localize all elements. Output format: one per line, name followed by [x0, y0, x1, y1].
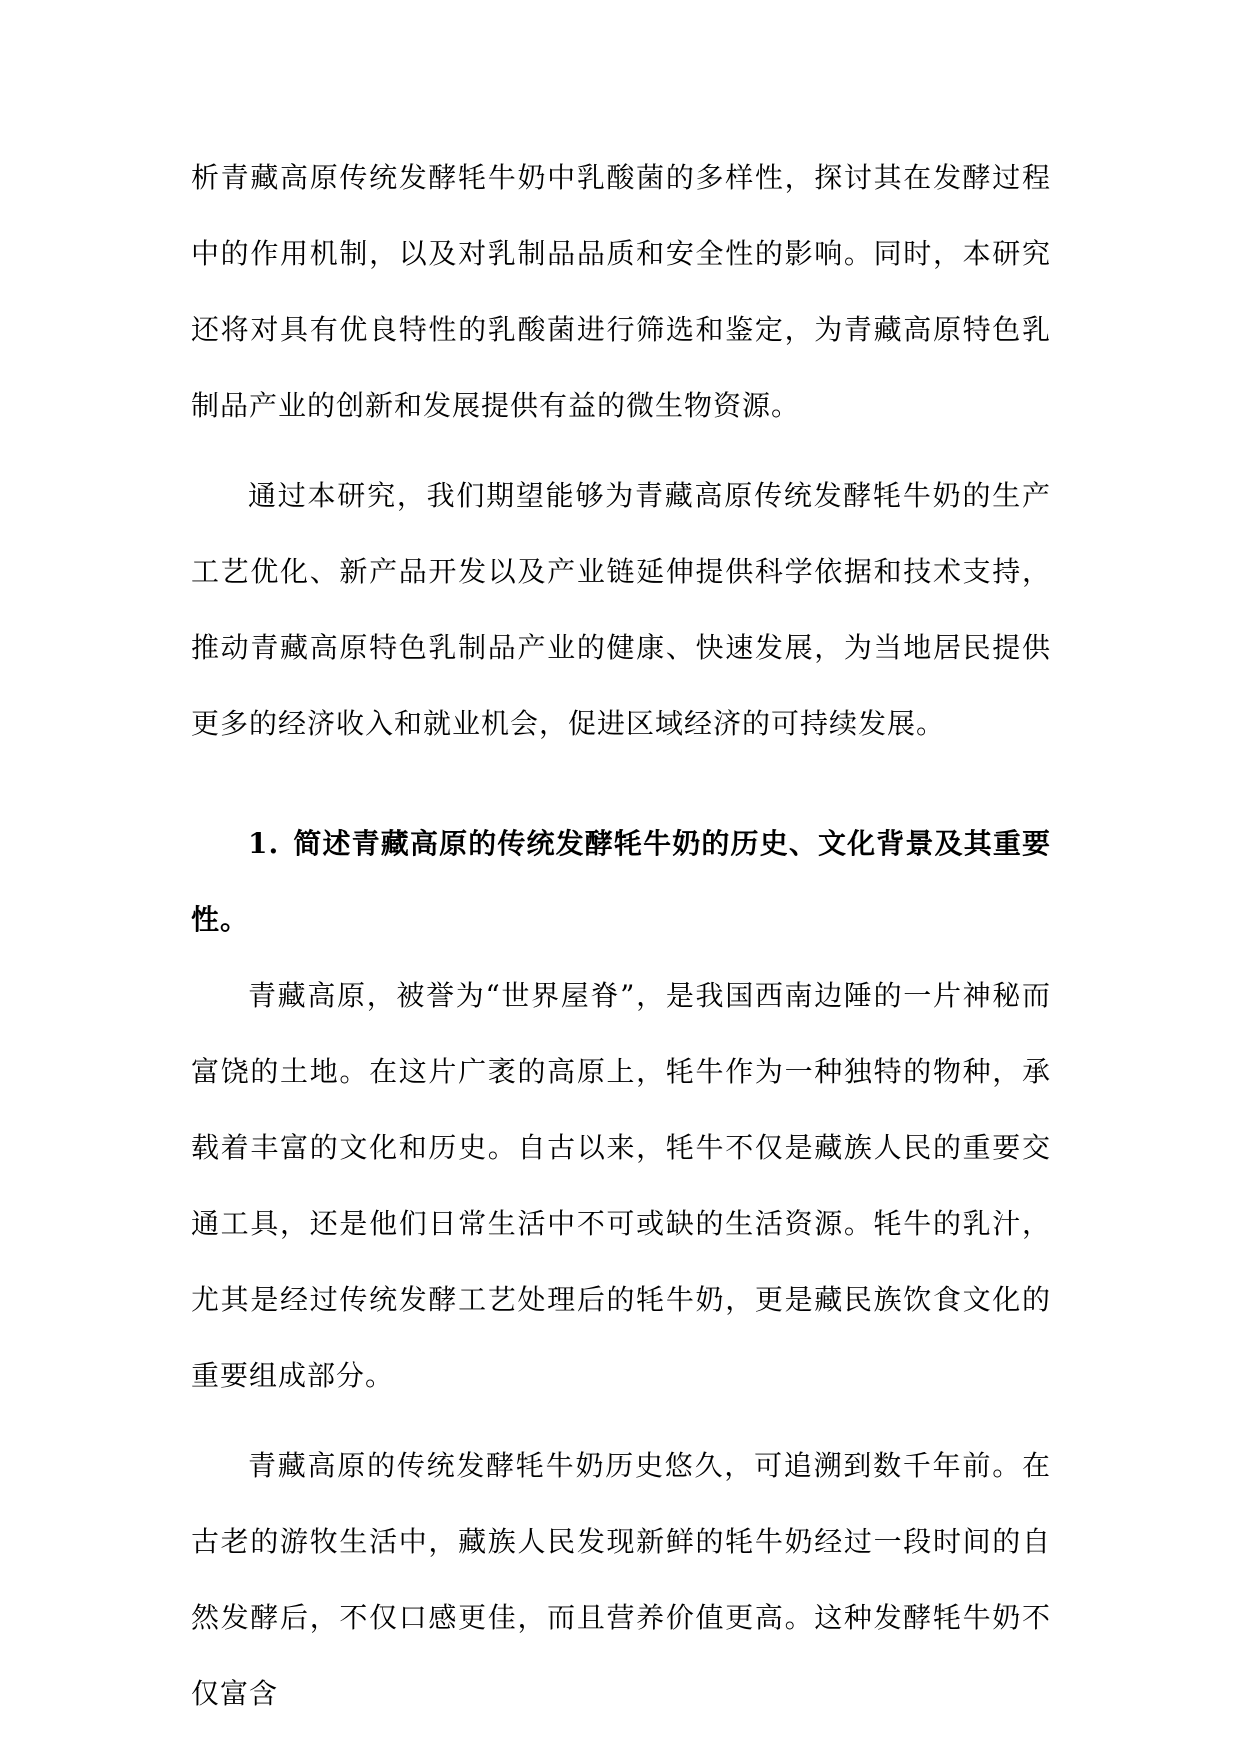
section-title: 简述青藏高原的传统发酵牦牛奶的历史、文化背景及其重要性。 [191, 827, 1051, 936]
document-body [191, 140, 1051, 1732]
section-number: 1. [248, 827, 280, 860]
paragraph: 青藏高原的传统发酵牦牛奶历史悠久，可追溯到数千年前。在古老的游牧生活中，藏族人民发现新鲜的牦牛奶经过一段时间的自然发酵后，不仅口感更佳，而且营养价值更高。这种发酵牦牛奶不仅富含 [191, 1449, 1051, 1710]
paragraph: 青藏高原，被誉为“世界屋脊”，是我国西南边陲的一片神秘而富饶的土地。在这片广袤的高原上，牦牛作为一种独特的物种，承载着丰富的文化和历史。自古以来，牦牛不仅是藏族人民的重要交通工具，还是他们日常生活中不可或缺的生活资源。牦牛的乳汁，尤其是经过传统发酵工艺处理后的牦牛奶，更是藏民族饮食文化的重要组成部分。 [191, 979, 1051, 1392]
paragraph: 通过本研究，我们期望能够为青藏高原传统发酵牦牛奶的生产工艺优化、新产品开发以及产业链延伸提供科学依据和技术支持，推动青藏高原特色乳制品产业的健康、快速发展，为当地居民提供更多的经济收入和就业机会，促进区域经济的可持续发展。 [191, 479, 1051, 740]
section-heading [191, 806, 1051, 958]
paragraph-continued: 析青藏高原传统发酵牦牛奶中乳酸菌的多样性，探讨其在发酵过程中的作用机制，以及对乳制品品质和安全性的影响。同时，本研究还将对具有优良特性的乳酸菌进行筛选和鉴定，为青藏高原特色乳制品产业的创新和发展提供有益的微生物资源。 [191, 161, 1051, 422]
